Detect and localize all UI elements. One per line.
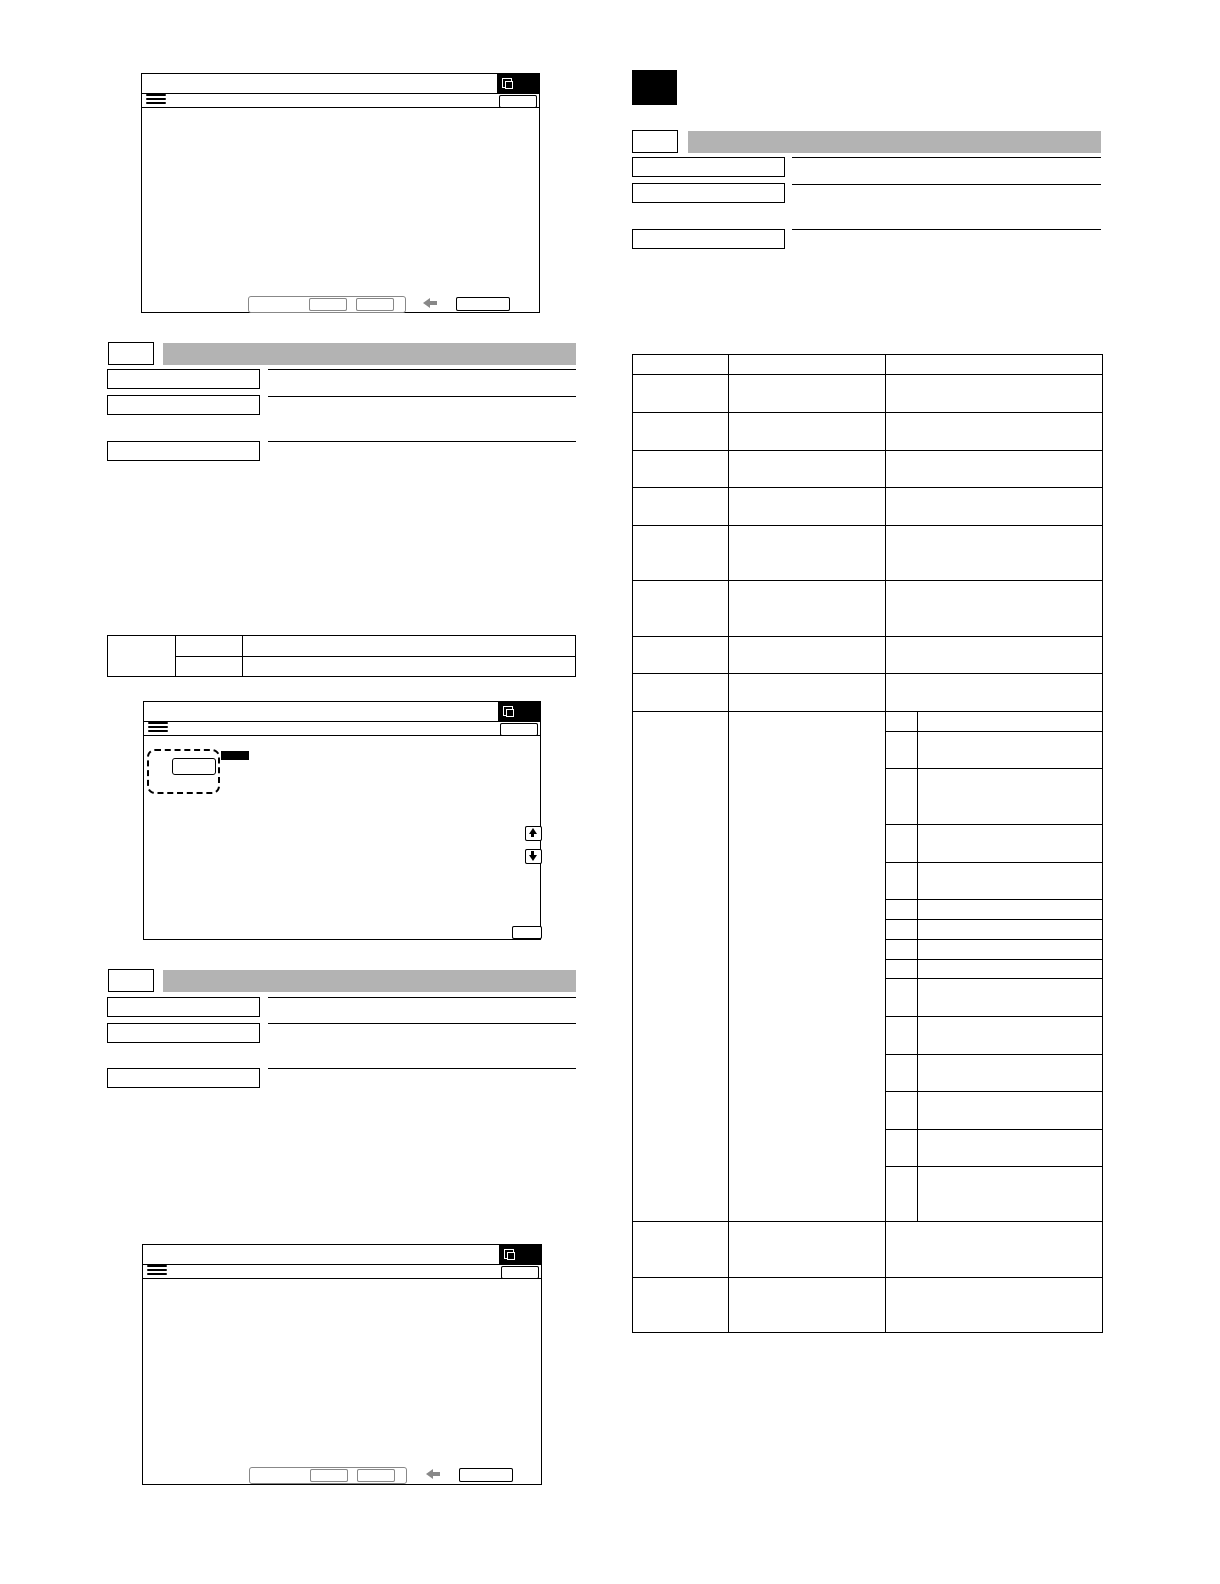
screen-top-button[interactable] — [501, 1266, 539, 1279]
screen-bottom-bar — [248, 296, 406, 313]
section-3-rule-3 — [792, 229, 1101, 230]
table-sub-row — [885, 731, 1102, 732]
table-sub-row — [885, 1166, 1102, 1167]
screen-sub-bar — [142, 93, 539, 108]
table-sub-row — [885, 978, 1102, 979]
table-row — [633, 636, 1102, 637]
section-2-label-box-2 — [107, 1023, 260, 1043]
back-arrow-icon[interactable] — [426, 1469, 440, 1479]
highlighted-key[interactable] — [172, 758, 216, 775]
table-sub-row — [885, 959, 1102, 960]
screen-title-bar — [142, 74, 539, 94]
menu-icon[interactable] — [148, 722, 168, 735]
table-sub-row — [885, 1054, 1102, 1055]
table-row — [633, 711, 1102, 712]
section-2-label-box-3 — [107, 1068, 260, 1088]
table-sub-row — [885, 824, 1102, 825]
section-1-rule-3 — [268, 441, 576, 442]
screen-bottom-right-button[interactable] — [512, 926, 542, 939]
table-sub-row — [885, 899, 1102, 900]
section-2-rule-3 — [268, 1068, 576, 1069]
section-3-label-box-2 — [632, 183, 785, 203]
screen-title-bar — [143, 1245, 541, 1265]
section-2-rule-1 — [268, 997, 576, 998]
bottom-bar-segment[interactable] — [357, 1469, 395, 1482]
section-1-number-box — [108, 342, 154, 365]
table-row — [633, 412, 1102, 413]
screen-title-bar — [144, 702, 540, 722]
section-2-rule-2 — [268, 1023, 576, 1024]
table-row — [633, 450, 1102, 451]
small-table-cell — [243, 657, 576, 677]
table-sub-row — [885, 1129, 1102, 1130]
black-indicator-label — [221, 751, 249, 760]
table-row — [633, 487, 1102, 488]
screen-ok-button[interactable] — [459, 1468, 513, 1482]
screen-mode-icon — [499, 1245, 541, 1264]
scroll-up-icon[interactable] — [525, 826, 542, 841]
table-row — [633, 525, 1102, 526]
section-1-rule-2 — [268, 396, 576, 397]
small-table-cell — [176, 636, 243, 657]
small-table-cell — [243, 636, 576, 657]
screen-ok-button[interactable] — [456, 297, 510, 311]
section-1-label-box-2 — [107, 395, 260, 415]
section-2-title-bar — [163, 970, 576, 992]
section-3-rule-1 — [792, 157, 1101, 158]
table-sub-row — [885, 862, 1102, 863]
screen-sub-bar — [143, 1264, 541, 1279]
screen-mode-icon — [497, 74, 539, 93]
section-1-title-bar — [163, 343, 576, 365]
table-row — [633, 374, 1102, 375]
scroll-down-icon[interactable] — [525, 849, 542, 864]
menu-icon[interactable] — [146, 94, 166, 107]
screen-bottom-bar — [249, 1467, 407, 1484]
table-row — [633, 580, 1102, 581]
section-2-number-box — [108, 969, 154, 992]
bottom-bar-segment[interactable] — [309, 298, 347, 311]
section-3-label-box-1 — [632, 157, 785, 177]
bottom-bar-segment[interactable] — [356, 298, 394, 311]
section-2-label-box-1 — [107, 997, 260, 1017]
screen-mode-icon — [498, 702, 540, 721]
screen-top-button[interactable] — [499, 95, 537, 108]
small-table-cell — [176, 657, 243, 677]
table-sub-row — [885, 768, 1102, 769]
table-sub-row — [885, 1091, 1102, 1092]
section-3-number-box — [632, 130, 678, 153]
table-row — [633, 673, 1102, 674]
menu-icon[interactable] — [147, 1265, 167, 1278]
main-table — [632, 354, 1103, 1333]
screen-mockup-2 — [143, 701, 541, 940]
small-table — [107, 635, 576, 677]
table-row — [633, 1221, 1102, 1222]
section-1-label-box-3 — [107, 441, 260, 461]
table-sub-row — [885, 939, 1102, 940]
screen-top-button[interactable] — [500, 723, 538, 736]
bottom-bar-segment[interactable] — [310, 1469, 348, 1482]
table-sub-row — [885, 1016, 1102, 1017]
table-row — [633, 1277, 1102, 1278]
screen-mockup-3 — [142, 1244, 542, 1485]
small-table-cell — [108, 636, 176, 677]
section-3-label-box-3 — [632, 229, 785, 249]
section-3-title-bar — [688, 131, 1101, 153]
table-sub-row — [885, 919, 1102, 920]
section-1-label-box-1 — [107, 369, 260, 389]
section-marker-block — [632, 70, 677, 105]
section-3-rule-2 — [792, 184, 1101, 185]
section-1-rule-1 — [268, 369, 576, 370]
screen-mockup-1 — [141, 73, 540, 313]
back-arrow-icon[interactable] — [423, 298, 437, 308]
screen-sub-bar — [144, 721, 540, 736]
